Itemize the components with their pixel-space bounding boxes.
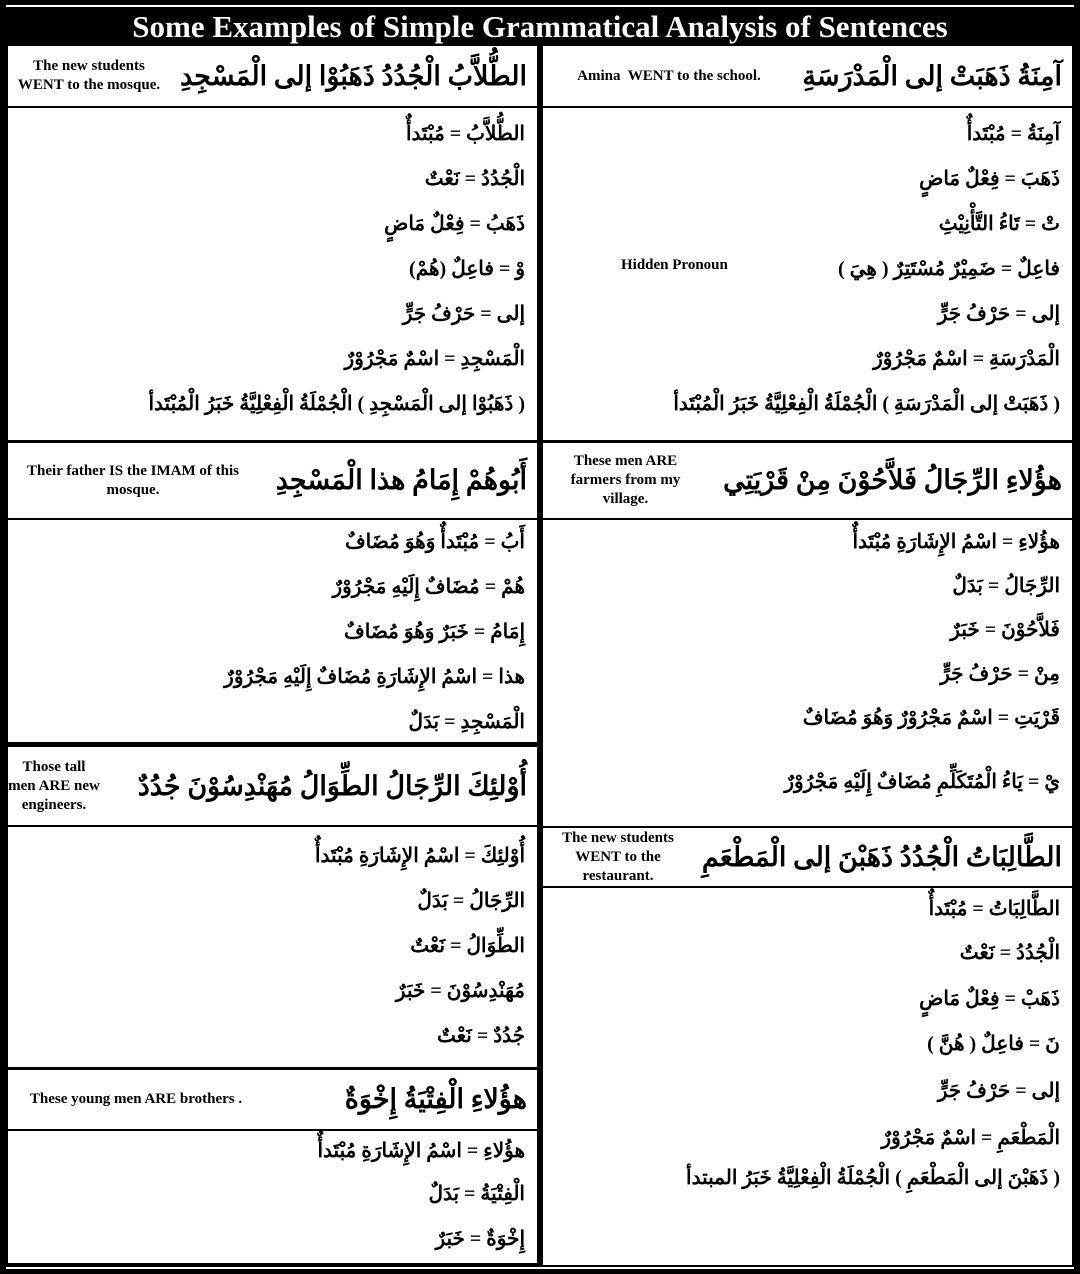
- analysis-panel: [8, 1131, 537, 1263]
- analysis-line: جُدُدٌ = نَعْتٌ: [436, 1025, 525, 1047]
- hidden-pronoun-note: Hidden Pronoun: [621, 257, 728, 273]
- analysis-line: ( ذَهَبَتْ إلى الْمَدْرَسَةِ ) الْجُمْلَةُ الْفِعْلِيَّةُ خَبَرُ الْمُبْتَدأ: [673, 393, 1060, 415]
- arabic-sentence: آمِنَةُ ذَهَبَتْ إلى الْمَدْرَسَةِ: [802, 60, 1062, 91]
- english-translation: Amina WENT to the school.: [577, 67, 761, 84]
- analysis-line: الْمَطْعَمِ = اسْمٌ مَجْرُوْرٌ: [881, 1127, 1060, 1149]
- analysis-panel: [8, 520, 537, 742]
- english-translation: The new students WENT to the mosque.: [17, 58, 161, 93]
- example-header: [8, 1070, 537, 1129]
- analysis-line: ( ذَهَبُوْا إلى الْمَسْجِدِ ) الْجُمْلَةُ الْفِعْلِيَّةُ خَبَرُ الْمُبْتَدأ: [148, 393, 525, 415]
- english-translation: These men ARE farmers from my village.: [570, 453, 681, 507]
- arabic-sentence: أَبُوهُمْ إِمَامُ هذا الْمَسْجِدِ: [275, 465, 527, 495]
- analysis-line: فَلاَّحُوْنَ = خَبَرٌ: [950, 619, 1060, 641]
- analysis-line: هُمْ = مُضَافٌ إِلَيْهِ مَجْرُوْرٌ: [332, 576, 525, 598]
- analysis-line: يْ = يَاءُ الْمُتَكَلِّمِ مُضَافٌ إِلَيْهِ مَجْرُوْرٌ: [784, 771, 1060, 793]
- example-header: [8, 443, 537, 518]
- english-translation: The new students WENT to the restaurant.: [562, 829, 674, 884]
- analysis-panel: [543, 520, 1072, 826]
- analysis-line: الْفِتْيَةُ = بَدَلٌ: [428, 1183, 525, 1205]
- page-title: Some Examples of Simple Grammatical Analysis of Sentences: [132, 9, 948, 44]
- analysis-line: الْجُدُدُ = نَعْتٌ: [959, 942, 1060, 964]
- arabic-sentence: الطَّالِبَاتُ الْجُدُدُ ذَهَبْنَ إلى الْمَطْعَمِ: [701, 841, 1062, 872]
- analysis-line: ذَهَبُ = فِعْلٌ مَاضٍ: [384, 213, 525, 235]
- top-rule: [6, 5, 1074, 7]
- analysis-line: إلى = حَرْفُ جَرٍّ: [937, 1080, 1060, 1102]
- analysis-line: الرِّجَالُ = بَدَلٌ: [417, 890, 525, 912]
- arabic-sentence: الطُّلاَّبُ الْجُدُدُ ذَهَبُوْا إلى الْمَسْجِدِ: [180, 60, 527, 91]
- analysis-panel: [8, 108, 537, 440]
- example-header: [543, 443, 1072, 518]
- analysis-line: هؤُلاءِ = اسْمُ الإِشَارَةِ مُبْتَدأٌ: [852, 531, 1060, 553]
- analysis-line: قَرْيَتِ = اسْمٌ مَجْرُوْرٌ وَهُوَ مُضَافٌ: [802, 707, 1060, 729]
- arabic-sentence: هؤُلاءِ الْفِتْيَةُ إِخْوَةٌ: [344, 1084, 527, 1114]
- analysis-line: إِمَامُ = خَبَرٌ وَهُوَ مُضَافٌ: [344, 621, 525, 643]
- analysis-panel: [543, 108, 1072, 440]
- analysis-line: ذَهَبْ = فِعْلٌ مَاضٍ: [919, 988, 1060, 1010]
- analysis-line: إلى = حَرْفُ جَرٍّ: [937, 303, 1060, 325]
- analysis-line: الرِّجَالُ = بَدَلٌ: [952, 575, 1060, 597]
- analysis-line: آمِنَةُ = مُبْتَدأٌ: [966, 123, 1060, 145]
- analysis-line: تْ = تَاءُ التَّأْنِيْثِ: [938, 213, 1060, 235]
- analysis-line: الطَّالِبَاتُ = مُبْتَدأٌ: [928, 898, 1060, 920]
- bottom-rule: [6, 1267, 1074, 1269]
- analysis-line: الْمَسْجِدِ = بَدَلٌ: [408, 711, 525, 733]
- english-translation: Their father IS the IMAM of this mosque.: [27, 462, 239, 498]
- analysis-line: هؤُلاءِ = اسْمُ الإِشَارَةِ مُبْتَدأٌ: [317, 1140, 525, 1162]
- example-header: [8, 747, 537, 825]
- english-translation: Those tall men ARE new engineers.: [8, 758, 100, 813]
- example-header: [543, 46, 1072, 106]
- analysis-line: الْجُدُدُ = نَعْتٌ: [424, 168, 525, 190]
- analysis-line: مُهَنْدِسُوْنَ = خَبَرٌ: [395, 980, 525, 1002]
- arabic-sentence: هؤُلاءِ الرِّجَالُ فَلاَّحُوْنَ مِنْ قَرْيَتِي: [723, 465, 1062, 495]
- example-header: [8, 46, 537, 106]
- arabic-sentence: أُوْلئِكَ الرِّجَالُ الطِّوَالُ مُهَنْدِسُوْنَ جُدُدٌ: [137, 770, 527, 801]
- analysis-line: أُوْلئِكَ = اسْمُ الإِشَارَةِ مُبْتَدأٌ: [314, 845, 525, 867]
- analysis-line: إِخْوَةٌ = خَبَرٌ: [435, 1228, 525, 1250]
- analysis-line: الطِّوَالُ = نَعْتٌ: [410, 935, 525, 957]
- analysis-line: الْمَدْرَسَةِ = اسْمٌ مَجْرُوْرٌ: [873, 348, 1060, 370]
- analysis-panel: [8, 827, 537, 1067]
- english-translation: These young men ARE brothers .: [29, 1091, 243, 1107]
- analysis-line: نَ = فاعِلٌ ( هُنَّ ): [927, 1033, 1060, 1055]
- analysis-line: وْ = فاعِلٌ (هُمْ): [409, 258, 525, 280]
- analysis-line: إلى = حَرْفُ جَرٍّ: [402, 303, 525, 325]
- analysis-line: أَبُ = مُبْتَدأٌ وَهُوَ مُضَافٌ: [344, 531, 525, 553]
- analysis-line: مِنْ = حَرْفُ جَرٍّ: [940, 663, 1060, 685]
- analysis-line: الطُّلاَّبُ = مُبْتَدأٌ: [405, 123, 525, 145]
- analysis-panel: [543, 888, 1072, 1265]
- example-header: [543, 828, 1072, 886]
- analysis-line: هذا = اسْمُ الإِشَارَةِ مُضَافٌ إِلَيْهِ مَجْرُوْرٌ: [224, 666, 525, 688]
- analysis-line: ذَهَبَ = فِعْلٌ مَاضٍ: [919, 168, 1060, 190]
- analysis-line: فاعِلٌ = ضَمِيْرٌ مُسْتَتِرٌ ( هِيَ ): [838, 258, 1060, 280]
- analysis-line: ( ذَهَبْنَ إلى الْمَطْعَمِ ) الْجُمْلَةُ الْفِعْلِيَّةُ خَبَرُ المبتدأ: [686, 1167, 1060, 1189]
- analysis-line: الْمَسْجِدِ = اسْمٌ مَجْرُوْرٌ: [344, 348, 525, 370]
